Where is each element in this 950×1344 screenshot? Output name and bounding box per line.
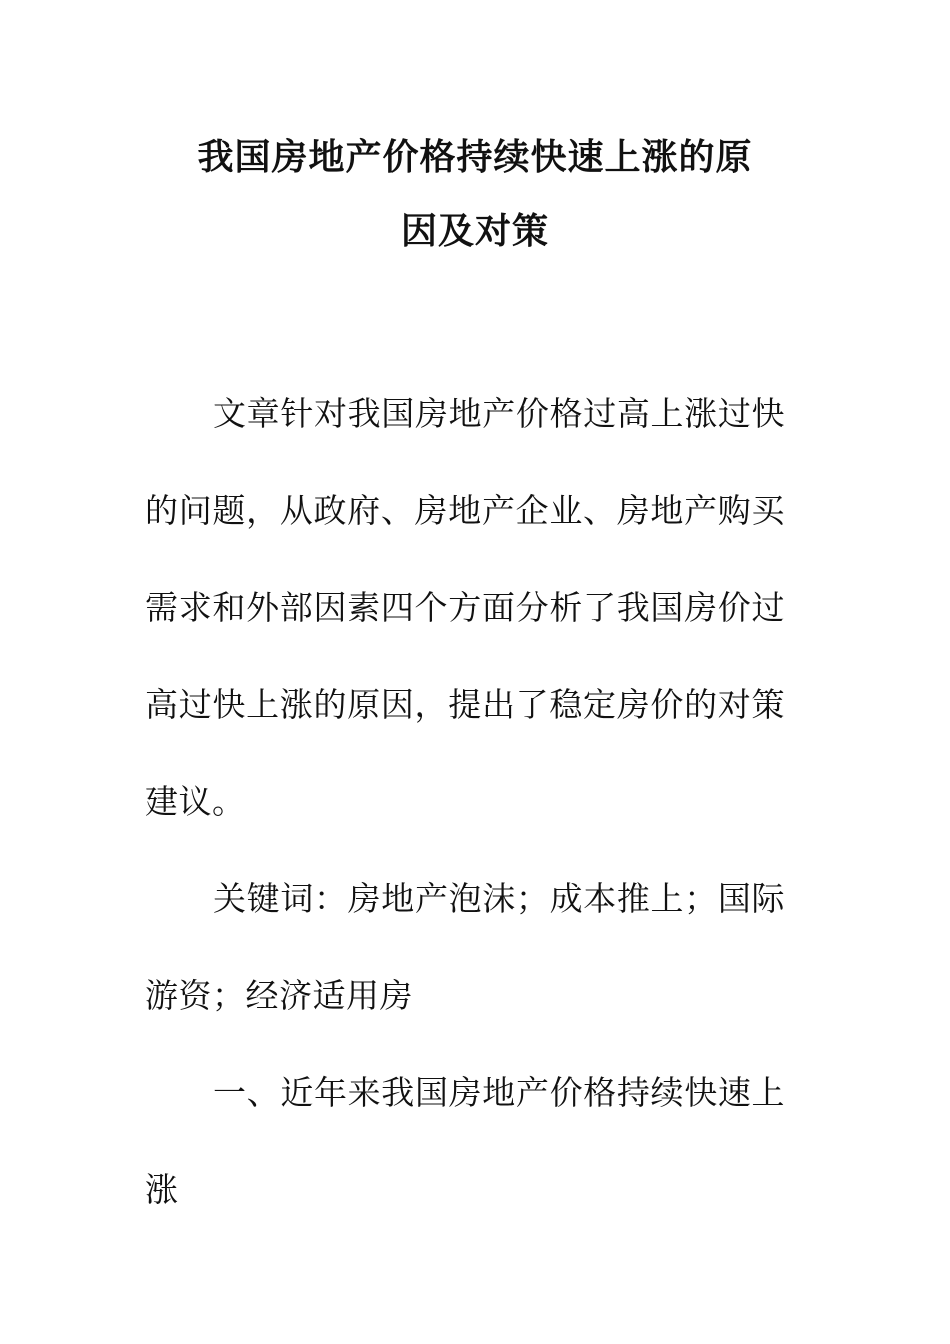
document-title [150, 120, 800, 268]
title-line-1: 我国房地产价格持续快速上涨的原 [197, 136, 753, 178]
section-heading: 一、近年来我国房地产价格持续快速上涨 [145, 1073, 785, 1209]
title-line-2: 因及对策 [400, 210, 549, 252]
abstract-paragraph: 文章针对我国房地产价格过高上涨过快的问题，从政府、房地产企业、房地产购买需求和外部因素四个方面分析了我国房价过高过快上涨的原因，提出了稳定房价的对策建议。 [145, 394, 785, 821]
document-body [145, 365, 785, 1238]
keywords-paragraph: 关键词：房地产泡沫；成本推上；国际游资；经济适用房 [145, 879, 785, 1015]
